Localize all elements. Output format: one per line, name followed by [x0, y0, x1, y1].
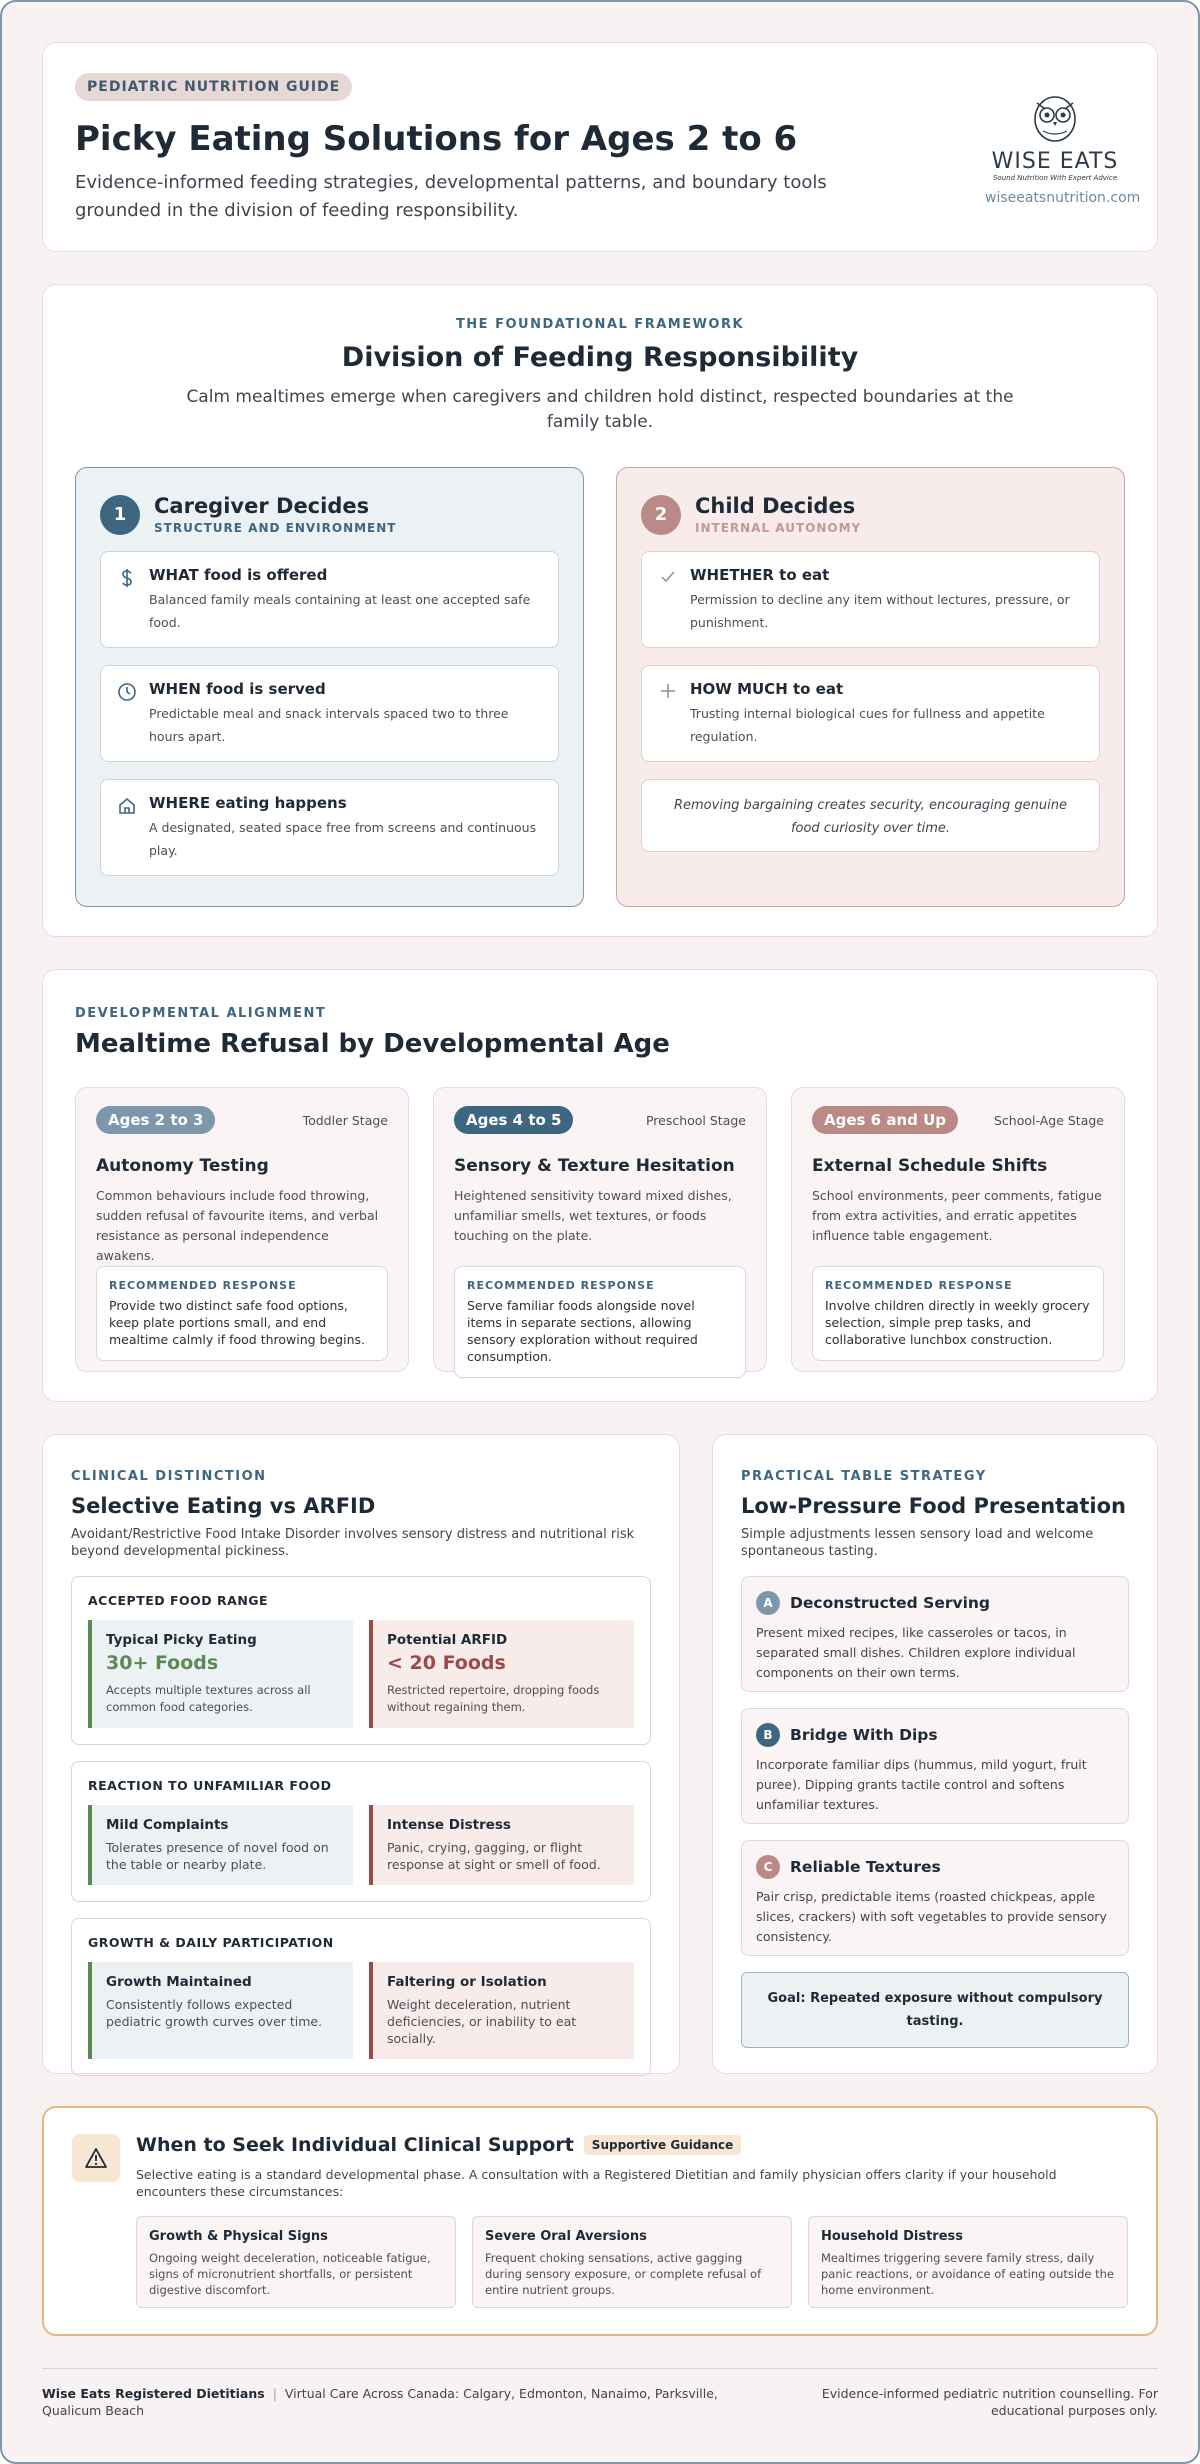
arfid-box-title: Intense Distress: [387, 1817, 511, 1833]
response-text: Serve familiar foods alongside novel items in separate sections, allowing sensory exploration without required consumption.: [467, 1298, 698, 1364]
response-label: RECOMMENDED RESPONSE: [825, 1279, 1013, 1292]
clock-icon: [117, 680, 137, 747]
sign-text: Frequent choking sensations, active gagging during sensory exposure, or complete refusal of entire nutrient groups.: [485, 2251, 762, 2297]
strategy-letter: C: [756, 1855, 780, 1879]
child-title: Child Decides: [695, 494, 856, 518]
strategy-text: Pair crisp, predictable items (roasted chickpeas, apple slices, crackers) with soft vegetables to provide sensory consistency.: [756, 1889, 1107, 1944]
arfid-box: [369, 1620, 634, 1728]
presentation-section: [712, 1434, 1158, 2074]
stage-text: School environments, peer comments, fatigue from extra activities, and erratic appetites influence table engagement.: [812, 1188, 1102, 1243]
strategy-text: Present mixed recipes, like casseroles or tacos, in separated small dishes. Children explore individual components on their own terms.: [756, 1625, 1076, 1680]
strategy-letter: B: [756, 1723, 780, 1747]
age-pill: Ages 2 to 3: [96, 1106, 215, 1134]
brand-logo: [985, 91, 1141, 206]
goal-callout: Goal: Repeated exposure without compulsory tasting.: [741, 1972, 1129, 2048]
arfid-value: < 20 Foods: [387, 1652, 506, 1674]
response-text: Involve children directly in weekly grocery selection, simple prep tasks, and collaborative lunchbox construction.: [825, 1298, 1090, 1347]
home-icon: [117, 794, 137, 861]
sign-card-growth: [136, 2216, 456, 2308]
typical-box: [88, 1805, 353, 1885]
item-title: WHETHER to eat: [690, 566, 830, 584]
recommended-response: [96, 1266, 388, 1361]
sign-title: Severe Oral Aversions: [485, 2229, 647, 2244]
stage-text: Common behaviours include food throwing, sudden refusal of favourite items, and verbal resistance as personal independence awakens.: [96, 1188, 379, 1263]
stage-text: Heightened sensitivity toward mixed dishes, unfamiliar smells, wet textures, or foods touching on the plate.: [454, 1188, 732, 1243]
strategy-card-b: [741, 1708, 1129, 1824]
division-title: Division of Feeding Responsibility: [341, 342, 859, 373]
caregiver-item-what: [100, 551, 559, 648]
dollar-icon: [117, 566, 137, 633]
item-title: WHAT food is offered: [149, 566, 328, 584]
comparison-label: ACCEPTED FOOD RANGE: [88, 1593, 269, 1608]
typical-text: Tolerates presence of novel food on the table or nearby plate.: [106, 1840, 329, 1872]
stage-title: Autonomy Testing: [96, 1156, 269, 1176]
caregiver-column: [75, 467, 584, 907]
item-title: WHEN food is served: [149, 680, 326, 698]
clinical-support-section: [42, 2106, 1158, 2336]
sign-text: Ongoing weight deceleration, noticeable fatigue, signs of micronutrient shortfalls, or persistent digestive discomfort.: [149, 2251, 431, 2297]
caregiver-number: 1: [100, 495, 140, 535]
strategy-title: Reliable Textures: [790, 1858, 941, 1876]
typical-box: [88, 1962, 353, 2059]
stage-title: Sensory & Texture Hesitation: [454, 1156, 735, 1176]
strategy-title: Deconstructed Serving: [790, 1594, 991, 1612]
arfid-box-text: Panic, crying, gagging, or flight response at sight or smell of food.: [387, 1840, 601, 1872]
brand-url-link[interactable]: wiseeatsnutrition.com: [985, 190, 1141, 206]
footer-org: Wise Eats Registered Dietitians: [42, 2386, 265, 2401]
division-section: [42, 284, 1158, 937]
strategy-letter: A: [756, 1591, 780, 1615]
arfid-box-title: Potential ARFID: [387, 1632, 508, 1648]
stage-label: School-Age Stage: [993, 1112, 1104, 1128]
strategy-text: Incorporate familiar dips (hummus, mild yogurt, fruit puree). Dipping grants tactile control and softens unfamiliar textures.: [756, 1757, 1087, 1812]
developmental-section: [42, 969, 1158, 1402]
brand-tagline: Sound Nutrition With Expert Advice: [992, 174, 1118, 182]
stage-label: Preschool Stage: [645, 1112, 746, 1128]
plus-icon: [658, 680, 678, 747]
stage-card-preschool: [433, 1087, 767, 1372]
sign-title: Household Distress: [821, 2229, 963, 2244]
child-column: [616, 467, 1125, 907]
presentation-eyebrow: PRACTICAL TABLE STRATEGY: [741, 1469, 987, 1484]
item-text: A designated, seated space free from screens and continuous play.: [149, 820, 537, 858]
comparison-growth: [71, 1918, 651, 2076]
footer-locations: Virtual Care Across Canada: Calgary, Edmonton, Nanaimo, Parksville, Qualicum Beach: [42, 2386, 718, 2418]
support-badge: Supportive Guidance: [584, 2135, 742, 2155]
arfid-box: [369, 1805, 634, 1885]
arfid-box-text: Restricted repertoire, dropping foods without regaining them.: [387, 1683, 600, 1714]
support-text: Selective eating is a standard developmental phase. A consultation with a Registered Dietitian and family physician offers clarity if your household encounters these circumstances:: [136, 2167, 1057, 2199]
child-quote: Removing bargaining creates security, encouraging genuine food curiosity over time.: [641, 779, 1100, 852]
item-title: HOW MUCH to eat: [690, 680, 844, 698]
sign-card-household: [808, 2216, 1128, 2308]
typical-box: [88, 1620, 353, 1728]
presentation-subtitle: Simple adjustments lessen sensory load and welcome spontaneous tasting.: [741, 1527, 1094, 1559]
item-text: Trusting internal biological cues for fullness and appetite regulation.: [690, 706, 1045, 744]
item-text: Balanced family meals containing at least one accepted safe food.: [149, 592, 531, 630]
typical-title: Growth Maintained: [106, 1974, 252, 1990]
dev-eyebrow: DEVELOPMENTAL ALIGNMENT: [75, 1006, 327, 1021]
caregiver-item-when: [100, 665, 559, 762]
strategy-card-c: [741, 1840, 1129, 1956]
warning-icon: [72, 2134, 120, 2182]
age-pill: Ages 4 to 5: [454, 1106, 573, 1134]
caregiver-item-where: [100, 779, 559, 876]
header-card: [42, 42, 1158, 252]
stage-card-toddler: [75, 1087, 409, 1372]
arfid-box: [369, 1962, 634, 2059]
child-tag: INTERNAL AUTONOMY: [695, 521, 862, 535]
child-item-whether: [641, 551, 1100, 648]
typical-text: Consistently follows expected pediatric growth curves over time.: [106, 1997, 323, 2029]
division-eyebrow: THE FOUNDATIONAL FRAMEWORK: [455, 317, 745, 332]
typical-title: Mild Complaints: [106, 1817, 229, 1833]
page-title: Picky Eating Solutions for Ages 2 to 6: [75, 119, 798, 159]
item-text: Predictable meal and snack intervals spaced two to three hours apart.: [149, 706, 509, 744]
arfid-box-title: Faltering or Isolation: [387, 1974, 547, 1990]
check-icon: [658, 566, 678, 633]
comparison-label: GROWTH & DAILY PARTICIPATION: [88, 1935, 334, 1950]
footer-separator: |: [272, 2386, 277, 2401]
stage-label: Toddler Stage: [302, 1112, 388, 1128]
brand-name: WISE EATS: [991, 149, 1119, 174]
sign-text: Mealtimes triggering severe family stress, daily panic reactions, or avoidance of eating outside the home environment.: [821, 2251, 1114, 2297]
age-pill: Ages 6 and Up: [812, 1106, 958, 1134]
typical-value: 30+ Foods: [106, 1652, 219, 1674]
footer-left: [42, 2385, 722, 2419]
owl-icon: [1027, 91, 1083, 143]
sign-title: Growth & Physical Signs: [149, 2229, 328, 2244]
typical-text: Accepts multiple textures across all common food categories.: [106, 1683, 311, 1714]
guide-pill: PEDIATRIC NUTRITION GUIDE: [75, 73, 352, 101]
division-subtitle: Calm mealtimes emerge when caregivers and children hold distinct, respected boundaries at the family table.: [186, 387, 1014, 432]
child-number: 2: [641, 495, 681, 535]
arfid-box-text: Weight deceleration, nutrient deficiencies, or inability to eat socially.: [387, 1997, 577, 2046]
dev-title: Mealtime Refusal by Developmental Age: [75, 1029, 670, 1059]
comparison-label: REACTION TO UNFAMILIAR FOOD: [88, 1778, 332, 1793]
support-title: When to Seek Individual Clinical Support: [136, 2134, 574, 2156]
response-label: RECOMMENDED RESPONSE: [467, 1279, 655, 1292]
recommended-response: [454, 1266, 746, 1378]
caregiver-tag: STRUCTURE AND ENVIRONMENT: [154, 521, 397, 535]
arfid-title: Selective Eating vs ARFID: [71, 1494, 376, 1518]
page-subtitle: Evidence-informed feeding strategies, developmental patterns, and boundary tools grounded in the division of feeding responsibility.: [75, 172, 827, 221]
comparison-food-range: [71, 1576, 651, 1745]
footer: [42, 2368, 1158, 2419]
comparison-reaction: [71, 1761, 651, 1902]
arfid-eyebrow: CLINICAL DISTINCTION: [71, 1469, 267, 1484]
caregiver-title: Caregiver Decides: [154, 494, 370, 518]
child-item-how-much: [641, 665, 1100, 762]
response-label: RECOMMENDED RESPONSE: [109, 1279, 297, 1292]
sign-card-oral: [472, 2216, 792, 2308]
recommended-response: [812, 1266, 1104, 1361]
footer-disclaimer: Evidence-informed pediatric nutrition counselling. For educational purposes only.: [821, 2386, 1158, 2418]
typical-title: Typical Picky Eating: [106, 1632, 257, 1648]
stage-card-school-age: [791, 1087, 1125, 1372]
arfid-subtitle: Avoidant/Restrictive Food Intake Disorder involves sensory distress and nutritional risk beyond developmental pickiness.: [71, 1527, 635, 1559]
arfid-section: [42, 1434, 680, 2074]
stage-title: External Schedule Shifts: [812, 1156, 1048, 1176]
response-text: Provide two distinct safe food options, keep plate portions small, and end mealtime calmly if food throwing begins.: [109, 1298, 365, 1347]
presentation-title: Low-Pressure Food Presentation: [741, 1494, 1126, 1518]
strategy-card-a: [741, 1576, 1129, 1692]
item-text: Permission to decline any item without lectures, pressure, or punishment.: [690, 592, 1070, 630]
item-title: WHERE eating happens: [149, 794, 347, 812]
strategy-title: Bridge With Dips: [790, 1726, 938, 1744]
